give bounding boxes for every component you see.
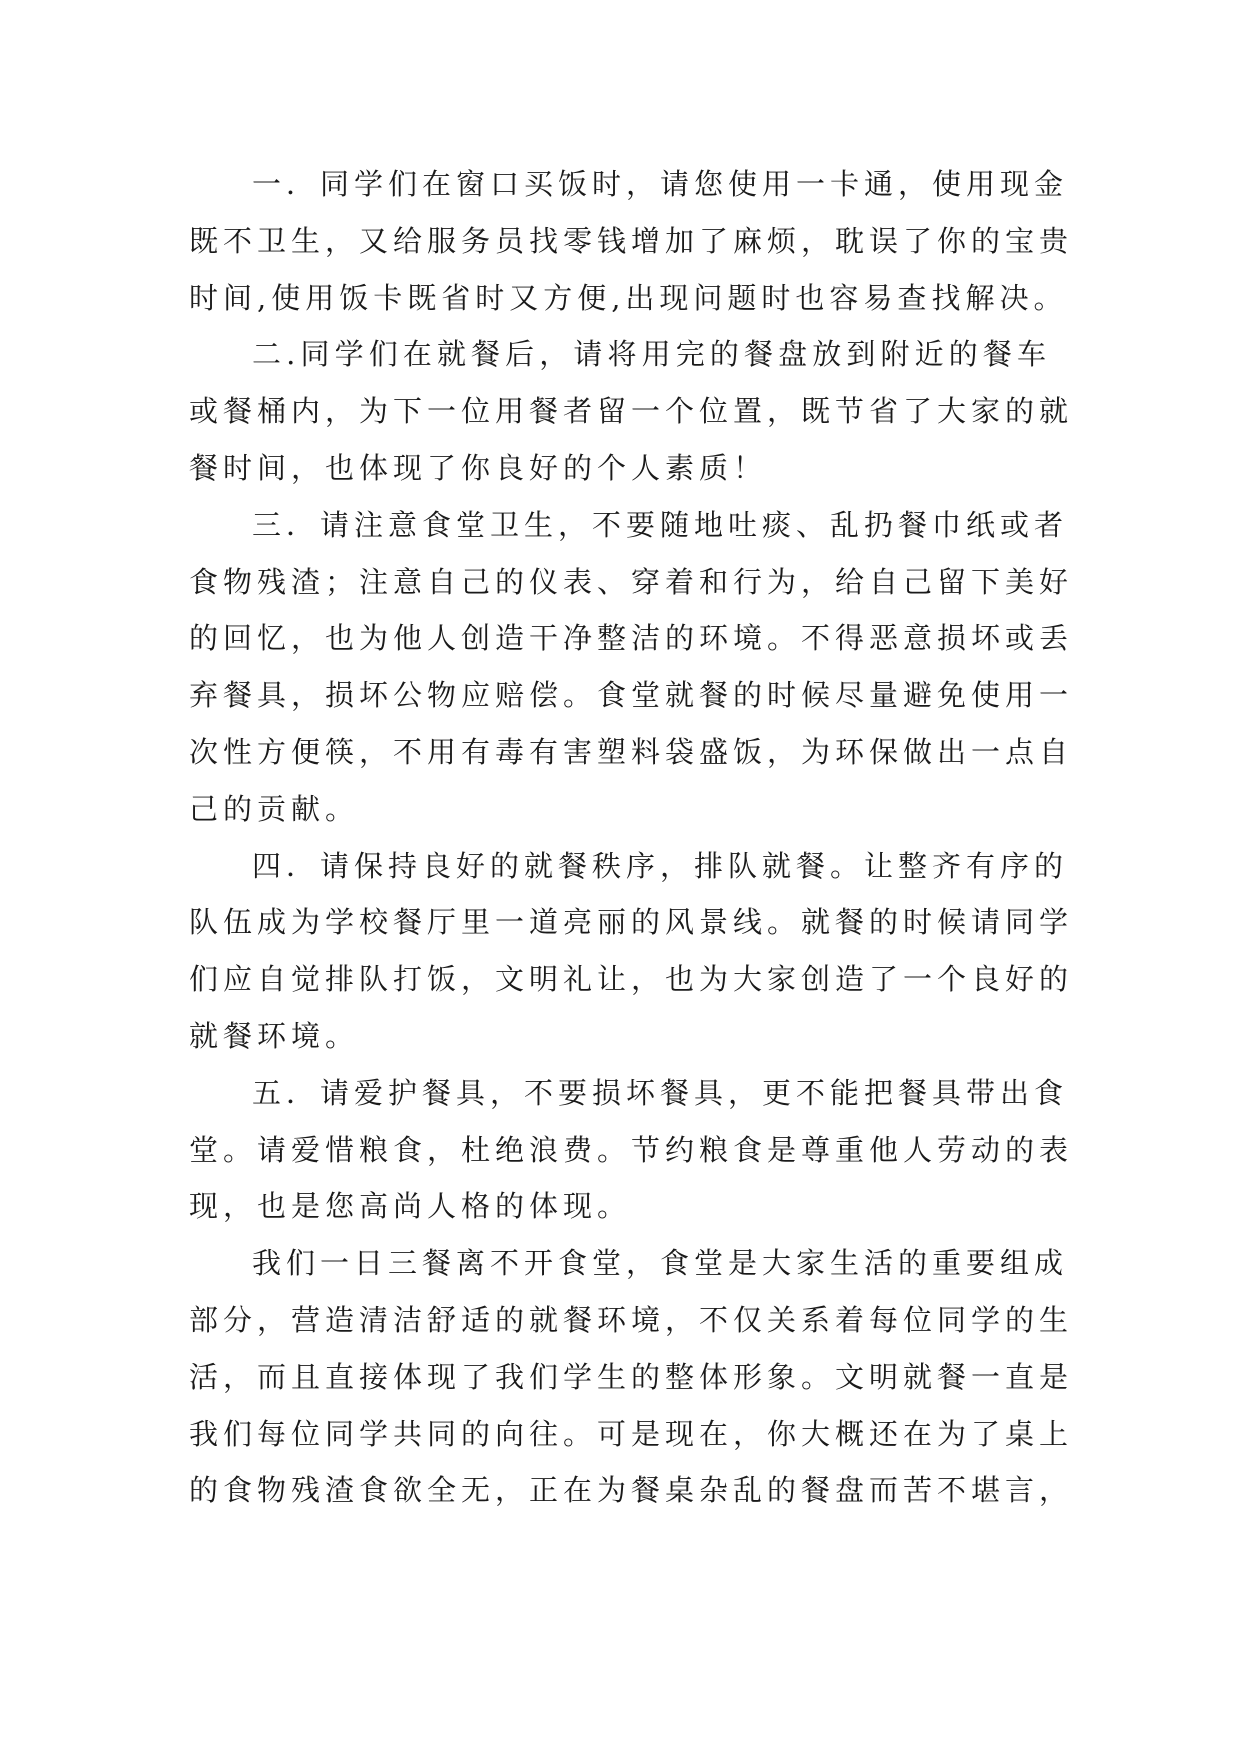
text-line: 的回忆，也为他人创造干净整洁的环境。不得恶意损坏或丢 <box>189 621 1074 656</box>
text-line: 食物残渣；注意自己的仪表、穿着和行为，给自己留下美好 <box>189 564 1074 599</box>
text-line: 五．请爱护餐具，不要损坏餐具，更不能把餐具带出食 <box>252 1075 1069 1110</box>
paragraph-6 <box>189 1235 1074 1519</box>
text-line: 们应自觉排队打饭，文明礼让，也为大家创造了一个良好的 <box>189 962 1074 997</box>
text-line: 的食物残渣食欲全无，正在为餐桌杂乱的餐盘而苦不堪言， <box>189 1473 1074 1508</box>
text-line: 我们一日三餐离不开食堂，食堂是大家生活的重要组成 <box>252 1246 1069 1281</box>
text-line: 二.同学们在就餐后，请将用完的餐盘放到附近的餐车 <box>252 337 1051 372</box>
paragraph-4 <box>189 838 1074 1065</box>
paragraph-2 <box>189 326 1074 496</box>
text-line: 时间,使用饭卡既省时又方便,出现问题时也容易查找解决。 <box>189 280 1068 315</box>
paragraph-3 <box>189 497 1074 838</box>
text-line: 现，也是您高尚人格的体现。 <box>189 1189 632 1224</box>
text-line: 部分，营造清洁舒适的就餐环境，不仅关系着每位同学的生 <box>189 1302 1074 1337</box>
text-line: 队伍成为学校餐厅里一道亮丽的风景线。就餐的时候请同学 <box>189 905 1074 940</box>
text-line: 弃餐具，损坏公物应赔偿。食堂就餐的时候尽量避免使用一 <box>189 678 1074 713</box>
text-line: 堂。请爱惜粮食，杜绝浪费。节约粮食是尊重他人劳动的表 <box>189 1132 1074 1167</box>
text-line: 四．请保持良好的就餐秩序，排队就餐。让整齐有序的 <box>252 848 1069 883</box>
text-line: 三．请注意食堂卫生，不要随地吐痰、乱扔餐巾纸或者 <box>252 507 1069 542</box>
paragraph-5 <box>189 1065 1074 1235</box>
text-line: 或餐桶内，为下一位用餐者留一个位置，既节省了大家的就 <box>189 394 1074 429</box>
text-line: 己的贡献。 <box>189 791 360 826</box>
text-line: 次性方便筷，不用有毒有害塑料袋盛饭，为环保做出一点自 <box>189 734 1074 769</box>
text-line: 活，而且直接体现了我们学生的整体形象。文明就餐一直是 <box>189 1359 1074 1394</box>
text-line: 就餐环境。 <box>189 1018 360 1053</box>
document-body <box>189 156 1074 1519</box>
text-line: 餐时间，也体现了你良好的个人素质！ <box>189 450 768 485</box>
text-line: 一．同学们在窗口买饭时，请您使用一卡通，使用现金 <box>252 167 1069 201</box>
text-line: 既不卫生，又给服务员找零钱增加了麻烦，耽误了你的宝贵 <box>189 223 1074 258</box>
text-line: 我们每位同学共同的向往。可是现在，你大概还在为了桌上 <box>189 1416 1074 1451</box>
paragraph-1 <box>189 156 1074 326</box>
